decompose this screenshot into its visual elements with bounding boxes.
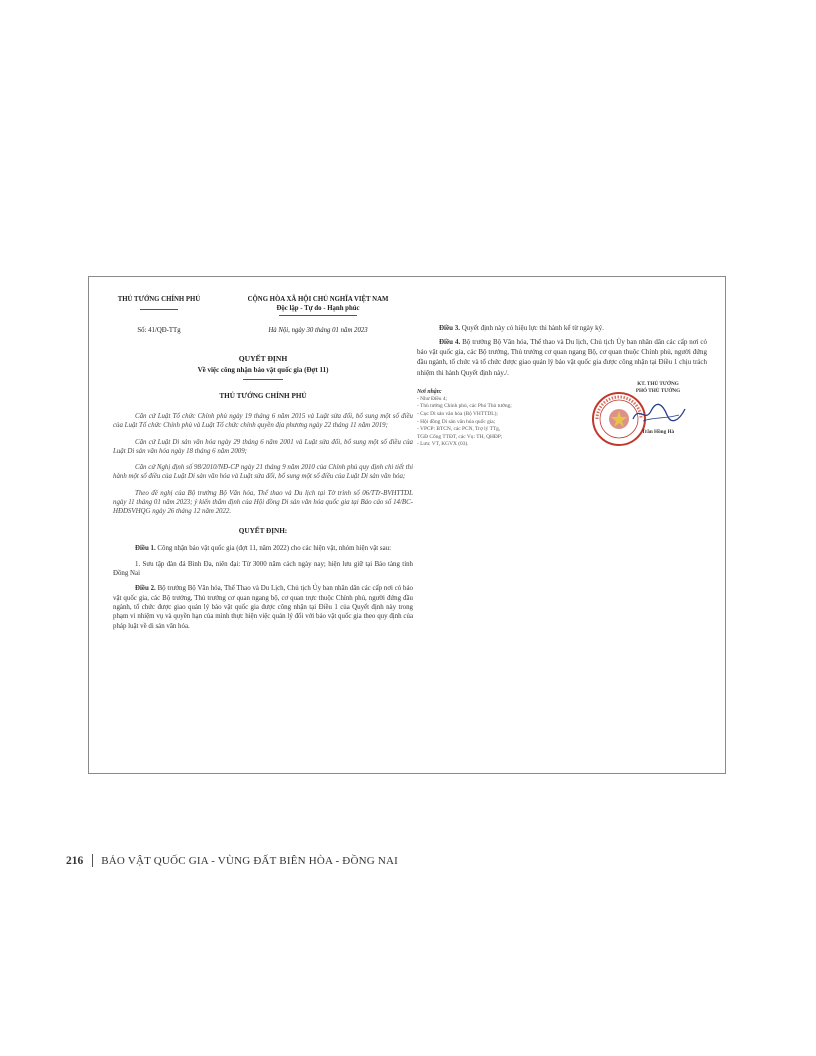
article-1-label: Điều 1. — [135, 545, 156, 553]
nation-block — [223, 295, 413, 316]
authority: THỦ TƯỚNG CHÍNH PHỦ — [219, 392, 307, 401]
article-2-label: Điều 2. — [135, 585, 156, 593]
article-4 — [417, 337, 707, 378]
motto: Độc lập - Tự do - Hạnh phúc — [276, 305, 360, 313]
article-3-label: Điều 3. — [439, 324, 460, 332]
article-2 — [113, 584, 413, 631]
issuer-rule — [140, 309, 178, 310]
motto-rule — [279, 315, 357, 316]
document-spread — [88, 276, 726, 774]
subject-rule — [243, 379, 283, 380]
legal-basis: Theo đề nghị của Bộ trưởng Bộ Văn hóa, Thể thao và Du lịch tại Tờ trình số 06/TTr-BVHTTDL ngày 11 tháng 01 năm 2023; ý kiến thẩm định của Hội đồng Di sản văn hóa quốc gia tại Báo cáo số 14/BC-HĐDSVHQG ngày 26 tháng 12 năm 2022. — [113, 489, 413, 516]
legal-bases — [113, 412, 413, 517]
article-3 — [417, 323, 707, 333]
right-page — [417, 323, 707, 449]
article-1 — [113, 544, 413, 553]
recipient-item: - Như Điều 4; — [417, 395, 448, 402]
footer-divider — [92, 854, 93, 867]
place-date: Hà Nội, ngày 30 tháng 01 năm 2023 — [268, 327, 368, 335]
signer-name: Trần Hồng Hà — [641, 429, 675, 435]
left-page — [113, 295, 413, 637]
doc-subject: Về việc công nhận bảo vật quốc gia (Đợt 11) — [197, 365, 329, 374]
signer-title-line-1: KT. THỦ TƯỚNG — [637, 381, 679, 387]
recipient-item: - Lưu: VT, KGVX (03). — [417, 441, 469, 448]
signature-block — [589, 381, 697, 451]
book-title: BẢO VẬT QUỐC GIA - VÙNG ĐẤT BIÊN HÒA - ĐỒNG NAI — [101, 854, 398, 867]
article-1-text: Công nhận bảo vật quốc gia (đợt 11, năm 2022) cho các hiện vật, nhóm hiện vật sau: — [157, 545, 392, 553]
recipient-item: - Thủ tướng Chính phủ, các Phó Thủ tướng; — [417, 403, 512, 410]
article-3-text: Quyết định này có hiệu lực thi hành kể từ ngày ký. — [461, 324, 604, 332]
recipient-item: TGĐ Cổng TTĐT, các Vụ: TH, QHĐP; — [417, 433, 503, 440]
decide-heading: QUYẾT ĐỊNH: — [238, 526, 288, 535]
article-2-text: Bộ trưởng Bộ Văn hóa, Thể Thao và Du Lịch, Chủ tịch Ủy ban nhân dân các cấp nơi có bảo vật quốc gia, các Bộ trưởng, Thủ trưởng cơ quan ngang bộ, cơ quan trực thuộc Chính phủ, người đứng đầu ngành, tổ chức được giao quản lý bảo vật quốc gia được công nhận tại Điều 1 của Quyết định này trong phạm vi nhiệm vụ và quyền hạn của mình thực hiện việc quản lý đối với bảo vật quốc gia theo quy định của pháp luật về di sản văn hóa. — [113, 585, 413, 630]
legal-basis: Căn cứ Nghị định số 98/2010/NĐ-CP ngày 21 tháng 9 năm 2010 của Chính phủ quy định chi tiết thi hành một số điều của Luật Di sản văn hóa và Luật sửa đổi, bổ sung một số điều của Luật Di sản văn hóa; — [113, 464, 413, 481]
nation-name: CỘNG HÒA XÃ HỘI CHỦ NGHĨA VIỆT NAM — [247, 296, 389, 303]
recipients-block — [417, 388, 547, 449]
recipient-item: - Hội đồng Di sản văn hóa quốc gia; — [417, 418, 496, 425]
legal-basis: Căn cứ Luật Di sản văn hóa ngày 29 tháng 6 năm 2001 và Luật sửa đổi, bổ sung một số điều của Luật Di sản văn hóa ngày 18 tháng 6 năm 2009; — [113, 438, 413, 455]
doc-type: QUYẾT ĐỊNH — [238, 353, 288, 363]
page-number: 216 — [66, 854, 84, 867]
recipient-item: - Cục Di sản văn hóa (Bộ VHTTDL); — [417, 410, 498, 417]
signer-title-line-2: PHÓ THỦ TƯỚNG — [635, 387, 681, 394]
page-footer — [66, 854, 398, 867]
signer-title — [619, 381, 697, 394]
issuer-name: THỦ TƯỚNG CHÍNH PHỦ — [117, 296, 201, 303]
issuer-block — [113, 295, 205, 316]
handwritten-signature-icon — [629, 401, 689, 427]
doc-number: Số: 41/QĐ-TTg — [137, 327, 181, 335]
legal-basis: Căn cứ Luật Tổ chức Chính phủ ngày 19 tháng 6 năm 2015 và Luật sửa đổi, bổ sung một số điều của Luật Tổ chức Chính phủ và Luật Tổ chức chính quyền địa phương ngày 22 tháng 11 năm 2019; — [113, 412, 413, 430]
header-row — [113, 295, 413, 316]
meta-row — [113, 326, 413, 335]
article-4-text: Bộ trưởng Bộ Văn hóa, Thể thao và Du lịch, Chủ tịch Ủy ban nhân dân các cấp nơi có bảo vật quốc gia, các Bộ trưởng, Thủ trưởng cơ quan ngang Bộ, cơ quan thuộc Chính phủ, người đứng đầu ngành, tổ chức và tổ chức được giao quản lý bảo vật quốc gia được công nhận tại Điều 1 chịu trách nhiệm thi hành Quyết định này./. — [417, 338, 707, 377]
article-1-item-1: 1. Sưu tập đàn đá Bình Đa, niên đại: Từ 3000 năm cách ngày nay; hiện lưu giữ tại Bảo tàng tỉnh Đồng Nai — [113, 560, 413, 578]
recipient-item: - VPCP: BTCN, các PCN, Trợ lý TTg, — [417, 426, 501, 433]
article-4-label: Điều 4. — [439, 338, 461, 347]
recipients-label: Nơi nhận: — [417, 388, 442, 395]
